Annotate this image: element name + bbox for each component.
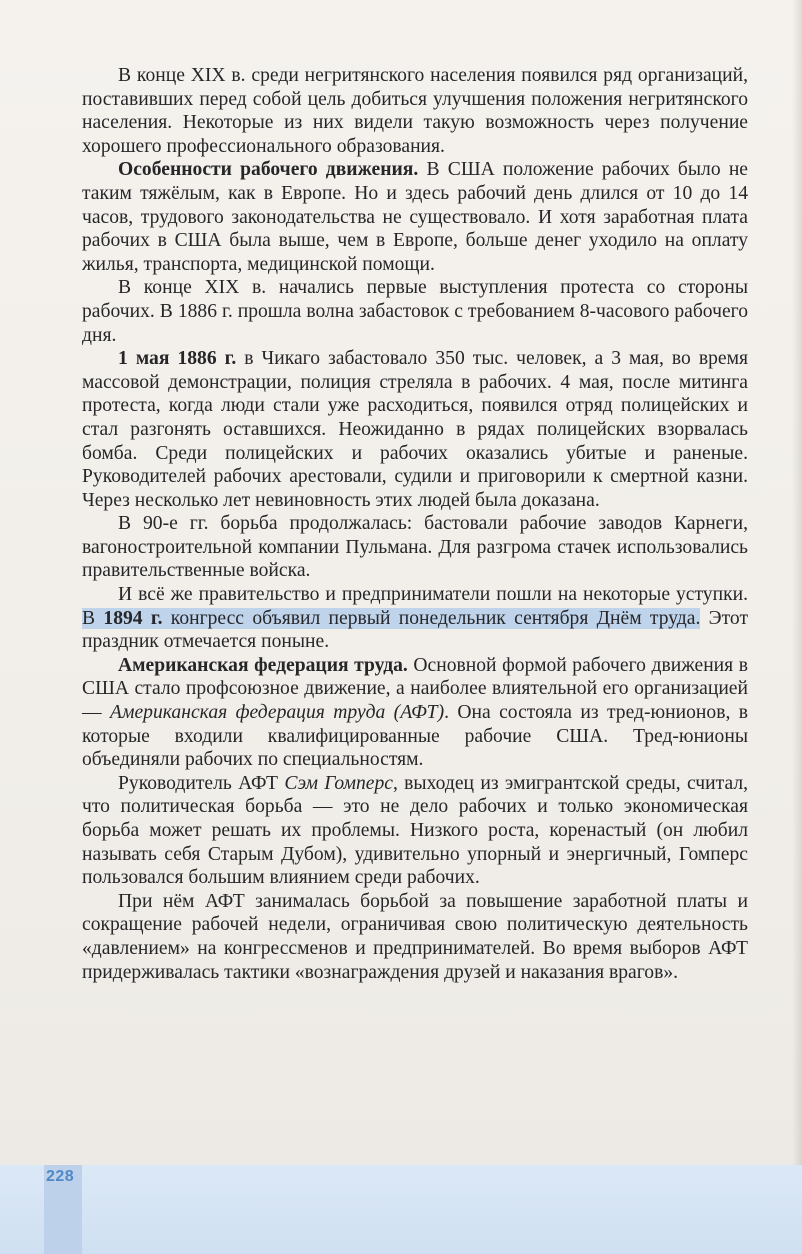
body-text: [82, 64, 748, 984]
term-afl: Американская федерация труда (АФТ): [109, 702, 445, 724]
paragraph-text: . Она состояла из тред-юнионов, в которые входили квалифицированные рабочие США. Тред-юнионы объединяли рабочих по специальностям.: [82, 702, 748, 771]
paragraph-90s-strikes: [82, 512, 748, 583]
section-heading-labor-movement: Особенности рабочего движения.: [118, 159, 419, 181]
name-sam-gompers: Сэм Гомперс: [284, 772, 393, 794]
paragraph-text: В конце XIX в. начались первые выступления протеста со стороны рабочих. В 1886 г. прошла волна забастовок с требованием 8-часового рабочего дня.: [82, 277, 748, 346]
date-may-1886: 1 мая 1886 г.: [118, 348, 237, 370]
paragraph-labor-movement: [82, 158, 748, 276]
paragraph-gompers: [82, 772, 748, 890]
paragraph-afl: [82, 654, 748, 772]
section-heading-afl: Американская федерация труда.: [118, 654, 408, 676]
paragraph-afl-tactics: [82, 890, 748, 984]
highlighted-text-selection[interactable]: [82, 608, 700, 629]
paragraph-text: В США положение рабочих было не таким тяжёлым, как в Европе. Но и здесь рабочий день длился от 10 до 14 часов, трудового законодательства не существовало. И хотя заработная плата рабочих в США была выше, чем в Европе, больше денег уходило на оплату жилья, транспорта, медицинской помощи.: [82, 159, 749, 275]
paragraph-labor-day: [82, 583, 748, 654]
highlight-text: конгресс объявил первый понедельник сентября Днём труда.: [162, 607, 701, 629]
paragraph-text: Основной формой рабочего движения в США стало профсоюзное движение, а наиболее влиятельной его организацией —: [82, 654, 748, 724]
footer-band: [0, 1165, 802, 1254]
paragraph-text: Этот праздник отмечается поныне.: [82, 607, 749, 653]
paragraph-text: В конце XIX в. среди негритянского населения появился ряд организаций, поставивших перед собой цель добиться улучшения положения негритянского населения. Некоторые из них видели такую возможность через получение хорошего профессионального образования.: [82, 65, 748, 157]
paragraph-first-protests: [82, 276, 748, 347]
paragraph-text: В 90-е гг. борьба продолжалась: бастовали рабочие заводов Карнеги, вагоностроительной компании Пульмана. Для разгрома стачек использовались правительственные войска.: [82, 513, 748, 582]
paragraph-text: И всё же правительство и предприниматели пошли на некоторые уступки.: [118, 584, 748, 606]
paragraph-text: , выходец из эмигрантской среды, считал, что политическая борьба — это не дело рабочих и только экономическая борьба может решать их проблемы. Низкого роста, коренастый (он любил называть себя Старым Дубом), удивительно упорный и энергичный, Гомперс пользовался большим влиянием среди рабочих.: [82, 772, 748, 889]
page-number: 228: [46, 1168, 75, 1185]
highlight-text: В: [82, 607, 104, 629]
date-1894: 1894 г.: [103, 607, 163, 629]
paragraph-negro-organizations: [82, 64, 748, 158]
paragraph-text: При нём АФТ занималась борьбой за повышение заработной платы и сокращение рабочей недели, ограничивая свою политическую деятельность «давлением» на конгрессменов и предпринимателей. Во время выборов АФТ придерживалась тактики «вознаграждения друзей и наказания врагов».: [82, 890, 748, 983]
paragraph-text: в Чикаго забастовало 350 тыс. человек, а 3 мая, во время массовой демонстрации, полиция стреляла в рабочих. 4 мая, после митинга протеста, когда люди стали уже расходиться, появился отряд полицейских и стал разгонять оставшихся. Неожиданно в рядах полицейских взорвалась бомба. Среди полицейских и рабочих оказались убитые и раненые. Руководителей рабочих арестовали, судили и приговорили к смертной казни. Через несколько лет невиновность этих людей была доказана.: [82, 348, 749, 511]
paragraph-text: Руководитель АФТ: [118, 772, 285, 794]
page-edge-shadow: [792, 0, 802, 1180]
paragraph-chicago-strike: [82, 347, 748, 512]
